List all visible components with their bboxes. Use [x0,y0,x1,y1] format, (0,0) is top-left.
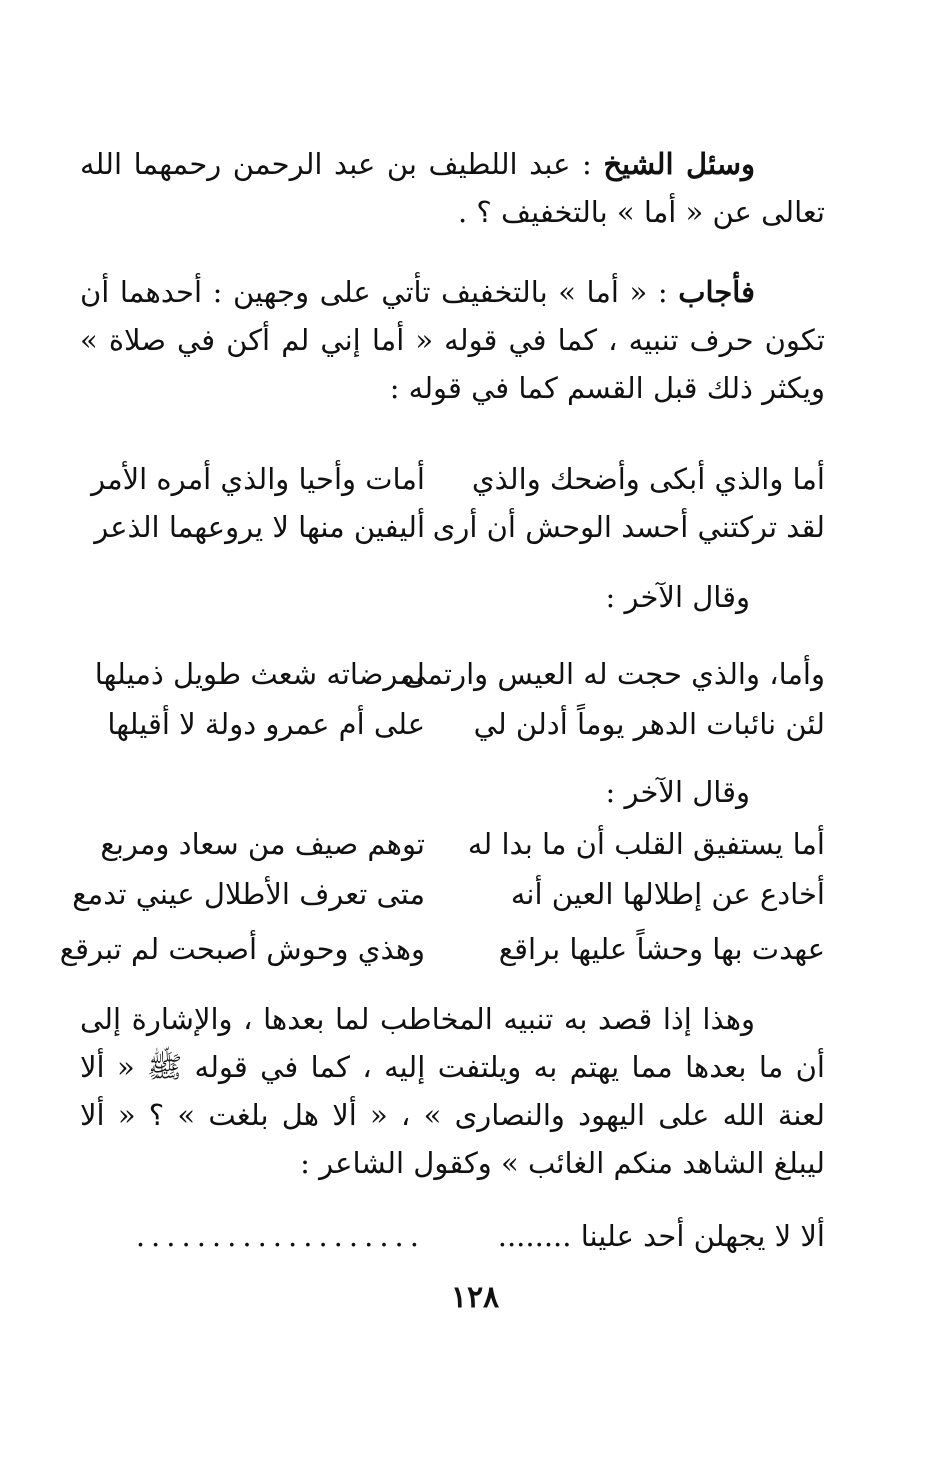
poem2-verse-2 [80,700,825,748]
answer-paragraph [80,268,825,412]
verse-second-hemistich: توهم صيف من سعاد ومربع [100,827,425,861]
final-verse-dots: ........ [497,1219,572,1253]
poem3-verse-1 [80,820,825,868]
poem1-verse-2 [80,503,825,551]
verse-second-hemistich: وهذي وحوش أصبحت لم تبرقع [59,932,425,966]
question-text: : عبد اللطيف بن عبد الرحمن رحمهما الله تعالى عن « أما » بالتخفيف ؟ . [80,147,825,229]
verse-first-hemistich: لئن نائبات الدهر يوماً أدلن لي [473,707,825,741]
answer-lead: فأجاب [678,275,755,309]
poem2-verse-1 [80,650,825,698]
explanation-text: وهذا إذا قصد به تنبيه المخاطب لما بعدها ، والإشارة إلى أن ما بعدها مما يهتم به ويلتفت إليه ، كما في قوله ﷺ « ألا لعنة الله على اليهود والنصارى » ، « ألا هل بلغت » ؟ « ألا ليبلغ الشاهد منكم الغائب » وكقول الشاعر : [80,1002,825,1180]
intro-another-poet-2: وقال الآخر : [605,775,750,809]
verse-first-hemistich: لقد تركتني أحسد الوحش أن أرى [432,510,825,544]
intro-another-poet-1: وقال الآخر : [605,580,750,614]
verse-first-hemistich: أخادع عن إطلالها العين أنه [510,877,825,911]
verse-first-hemistich: وأما، والذي حجت له العيس وارتمى [403,657,825,691]
poem3-verse-2 [72,870,825,918]
verse-first-hemistich: عهدت بها وحشاً عليها براقع [498,932,825,966]
verse-second-hemistich: أمات وأحيا والذي أمره الأمر [91,462,425,496]
explanation-paragraph [80,995,825,1187]
verse-first-hemistich: أما يستفيق القلب أن ما بدا له [467,827,825,861]
poem1-verse-1 [80,455,825,503]
verse-second-hemistich: متى تعرف الأطلال عيني تدمع [72,877,425,911]
verse-second-hemistich: لمرضاته شعث طويل ذميلها [94,657,425,691]
verse-first-hemistich: أما والذي أبكى وأضحك والذي [471,462,825,496]
verse-second-hemistich: على أم عمرو دولة لا أقيلها [107,707,425,741]
final-verse-text: ألا لا يجهلن أحد علينا [580,1219,825,1253]
page-number: ١٢٨ [450,1280,500,1315]
answer-text: : « أما » بالتخفيف تأتي على وجهين : أحدهما أن تكون حرف تنبيه ، كما في قوله « أما إني لم أكن في صلاة » ويكثر ذلك قبل القسم كما في قوله : [80,275,825,405]
verse-second-hemistich: أليفين منها لا يروعهما الذعر [94,510,425,544]
question-paragraph [80,140,825,236]
verse-first-hemistich [470,1212,825,1260]
verse-second-hemistich-dots: ................... [135,1219,425,1253]
poem3-verse-3 [59,925,825,973]
questioner-lead: وسئل الشيخ [603,147,755,181]
final-verse [80,1212,825,1260]
